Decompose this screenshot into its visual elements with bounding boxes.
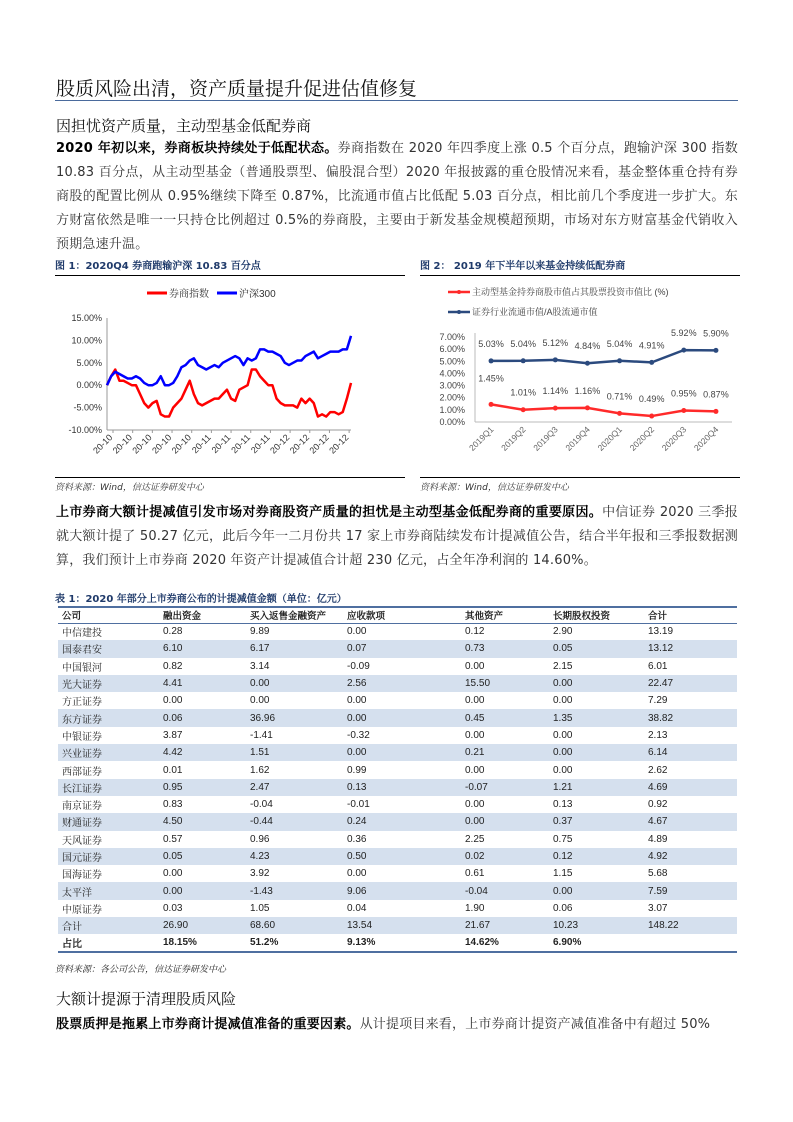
table-row [58, 882, 737, 899]
x-tick-label: 20-11 [229, 432, 253, 456]
x-tick-label: 20-11 [248, 432, 272, 456]
table-cell: -0.07 [465, 779, 553, 796]
table-cell: 中国银河 [62, 662, 102, 674]
table-cell: 0.82 [163, 660, 183, 672]
table-cell: 0.36 [347, 833, 367, 845]
x-tick-label: 20-12 [287, 432, 312, 456]
table-cell: 6.14 [648, 744, 737, 761]
x-tick-label: 2020Q1 [595, 424, 624, 453]
table-cell: 9.06 [347, 882, 465, 899]
table-cell: 3.07 [648, 902, 668, 914]
series-line-券商指数 [107, 370, 351, 417]
table-cell: -0.32 [347, 729, 370, 741]
legend-label: 券商指数 [169, 289, 209, 300]
x-tick-label: 20-12 [268, 432, 292, 456]
table-cell: 1.21 [553, 779, 648, 796]
table-cell: 0.50 [347, 848, 465, 865]
y-tick-label: 4.00% [439, 368, 465, 379]
table-cell: 0.61 [465, 868, 485, 880]
table-cell: 4.69 [648, 779, 737, 796]
y-tick-label: 5.00% [439, 356, 465, 367]
table-cell: 7.29 [648, 695, 668, 707]
figure-1-source: 资料来源：Wind，信达证券研发中心 [55, 477, 405, 493]
table-cell: 4.67 [648, 813, 737, 830]
data-label: 1.01% [510, 387, 536, 398]
data-point [489, 358, 494, 363]
paragraph-lead: 上市券商大额计提减值引发市场对券商股资产质量的担忧是主动型基金低配券商的重要原因。 [56, 505, 603, 520]
table-row [58, 796, 737, 813]
table-cell: 长江证券 [58, 779, 163, 796]
legend-marker [457, 290, 461, 294]
data-label: 4.84% [574, 341, 601, 352]
x-tick-label: 20-11 [209, 432, 233, 456]
table-row [58, 727, 737, 744]
data-point [617, 358, 622, 363]
table-cell: 0.06 [553, 902, 573, 914]
table-cell: 南京证券 [62, 801, 102, 813]
table-cell: 国海证券 [62, 870, 102, 882]
table-cell: 0.37 [553, 813, 648, 830]
data-point [553, 406, 558, 411]
table-cell: 0.13 [347, 779, 465, 796]
column-header: 融出资金 [163, 607, 250, 623]
table-cell: 0.00 [553, 729, 573, 741]
heading-divider [55, 100, 738, 101]
table-cell: 18.15% [163, 936, 197, 948]
y-tick-label: 0.00% [439, 417, 465, 427]
table-cell: -0.09 [347, 660, 370, 672]
y-tick-label: 10.00% [71, 335, 102, 346]
table-cell: 0.00 [553, 764, 573, 776]
table-cell: 68.60 [250, 917, 347, 934]
chart-2 [420, 275, 740, 480]
legend-label: 证券行业流通市值/A股流通市值 [472, 307, 598, 317]
table-cell: 0.99 [347, 764, 367, 776]
table-cell: 中信建投 [62, 628, 102, 640]
table-row [58, 744, 737, 761]
table-cell: -0.04 [465, 882, 553, 899]
data-label: 0.87% [703, 389, 729, 400]
data-label: 1.45% [478, 373, 504, 384]
table-cell: 0.00 [553, 744, 648, 761]
table-cell: 兴业证券 [58, 744, 163, 761]
table-cell: 1.51 [250, 744, 347, 761]
table-cell: 光大证券 [58, 675, 163, 692]
series-line-沪深300 [107, 336, 351, 385]
x-tick-label: 20-10 [150, 432, 174, 456]
table-cell: 0.24 [347, 813, 465, 830]
table-cell: 国元证券 [58, 848, 163, 865]
x-tick-label: 2019Q4 [563, 424, 592, 453]
paragraph-lead: 股票质押是拖累上市券商计提减值准备的重要因素。 [56, 1017, 360, 1032]
table-cell: 2.90 [553, 626, 573, 638]
table-cell: -0.01 [347, 799, 370, 811]
table-cell: 方正证券 [62, 697, 102, 709]
table-cell: 占比 [62, 938, 82, 950]
table-cell: 13.12 [648, 640, 737, 657]
data-label: 0.95% [671, 388, 697, 399]
data-point [713, 409, 718, 414]
data-label: 5.04% [510, 338, 536, 349]
table-cell: 1.62 [250, 764, 270, 776]
table-cell [648, 934, 737, 951]
x-tick-label: 20-10 [91, 432, 115, 456]
table-cell: 0.00 [163, 868, 183, 880]
figure-1-title: 图 1：2020Q4 券商跑输沪深 10.83 百分点 [55, 257, 405, 276]
table-cell: 0.01 [163, 764, 183, 776]
table-row [58, 917, 737, 934]
data-label: 4.91% [638, 340, 665, 351]
data-point [521, 358, 526, 363]
table-cell: 0.00 [465, 799, 485, 811]
table-cell: 21.67 [465, 917, 553, 934]
x-tick-label: 20-12 [327, 432, 351, 456]
subsection-heading: 大额计提源于清理股质风险 [56, 990, 237, 1008]
table-cell: 10.23 [553, 917, 648, 934]
paragraph-lead: 2020 年初以来，券商板块持续处于低配状态。 [56, 141, 338, 156]
data-point [681, 408, 686, 413]
data-point [649, 360, 654, 365]
paragraph-2 [56, 501, 738, 573]
table-cell: 0.00 [347, 626, 367, 638]
table-cell: 东方证券 [58, 709, 163, 726]
data-label: 5.92% [671, 328, 697, 339]
y-tick-label: -5.00% [73, 402, 102, 413]
x-tick-label: 2020Q2 [627, 424, 657, 453]
data-label: 0.49% [638, 394, 665, 405]
table-cell: 6.17 [250, 640, 347, 657]
legend-marker [457, 310, 461, 314]
table-cell: 7.59 [648, 882, 737, 899]
paragraph-body: 从计提项目来看，上市券商计提资产减值准备中有超过 50% [359, 1017, 711, 1032]
table-cell: 26.90 [163, 917, 250, 934]
data-point [585, 405, 590, 410]
table-cell: 中原证券 [62, 904, 102, 916]
table-cell: 0.05 [163, 848, 250, 865]
table-cell: 2.15 [553, 660, 573, 672]
y-tick-label: 6.00% [439, 344, 465, 355]
table-cell: 0.05 [553, 640, 648, 657]
x-tick-label: 20-10 [169, 432, 194, 456]
table-cell: 0.00 [465, 729, 485, 741]
table-cell: 太平洋 [58, 882, 163, 899]
table-cell: 0.13 [553, 799, 573, 811]
data-point [553, 357, 558, 362]
table-cell: 0.83 [163, 799, 183, 811]
x-tick-label: 2020Q4 [691, 424, 721, 453]
figure-2-source: 资料来源：Wind，信达证券研发中心 [420, 477, 740, 493]
data-label: 1.14% [542, 386, 569, 397]
table-cell: 2.25 [465, 833, 485, 845]
table-cell: 1.90 [465, 902, 485, 914]
table-cell: 2.62 [648, 764, 668, 776]
paragraph-body: 中信证券 2020 三季报就大额计提了 50.27 亿元，此后今年一二月份共 17 家上市券商陆续发布计提减值公告，结合半年报和三季报数据测算，我们预计上市券商 2020 年资产计提减值合计超 230 亿元，占全年净利润的 14.60%。 [56, 505, 738, 568]
y-tick-label: -10.00% [68, 425, 102, 435]
table-cell: 0.00 [465, 660, 485, 672]
table-row [58, 640, 737, 657]
table-cell: 0.03 [163, 902, 183, 914]
x-tick-label: 2019Q3 [531, 424, 560, 453]
table-cell: -1.43 [250, 882, 347, 899]
ratio-row [58, 934, 737, 951]
legend-label: 沪深300 [239, 289, 276, 300]
table-row [58, 658, 737, 675]
table-cell: 0.00 [347, 868, 367, 880]
paragraph-3 [56, 1013, 738, 1037]
table-row [58, 623, 737, 640]
x-tick-label: 2020Q3 [659, 424, 689, 453]
figure-2-title: 图 2： 2019 年下半年以来基金持续低配券商 [420, 257, 740, 276]
table-row [58, 779, 737, 796]
table-cell: 4.92 [648, 848, 737, 865]
data-label: 5.90% [703, 328, 729, 339]
table-cell: 0.00 [250, 675, 347, 692]
table-cell: 0.28 [163, 626, 183, 638]
table-cell: 合计 [58, 917, 163, 934]
impairment-table [58, 606, 737, 953]
table-row [58, 865, 737, 882]
table-cell: 0.07 [347, 640, 465, 657]
table-cell: 0.73 [465, 640, 553, 657]
column-header: 其他资产 [465, 607, 553, 623]
table-cell: 51.2% [250, 936, 279, 948]
table-source: 资料来源：各公司公告，信达证券研发中心 [55, 965, 227, 975]
table-cell: 3.92 [250, 868, 270, 880]
column-header: 长期股权投资 [553, 607, 648, 623]
table-cell: 0.00 [553, 882, 648, 899]
y-tick-label: 15.00% [71, 313, 102, 323]
table-cell: 36.96 [250, 709, 347, 726]
column-header: 应收款项 [347, 607, 465, 623]
table-row [58, 831, 737, 848]
y-tick-label: 1.00% [439, 404, 465, 415]
table-cell: -0.04 [250, 799, 273, 811]
section-heading: 股质风险出清，资产质量提升促进估值修复 [56, 78, 418, 100]
table-cell: 13.54 [347, 917, 465, 934]
data-point [713, 348, 718, 353]
table-cell: 中银证券 [62, 731, 102, 743]
x-tick-label: 20-10 [110, 432, 135, 456]
table-row [58, 813, 737, 830]
table-cell: 1.35 [553, 709, 648, 726]
table-cell: 1.05 [250, 902, 270, 914]
data-point [681, 348, 686, 353]
table-cell: 1.15 [553, 868, 573, 880]
data-label: 5.03% [478, 338, 504, 349]
table-cell: 4.41 [163, 675, 250, 692]
table-cell: 14.62% [465, 936, 499, 948]
table-cell: 0.06 [163, 709, 250, 726]
x-tick-label: 20-12 [307, 432, 331, 456]
table-cell: 0.75 [553, 833, 573, 845]
data-point [585, 361, 590, 366]
column-header: 合计 [648, 607, 737, 623]
data-point [489, 402, 494, 407]
table-cell: -0.44 [250, 813, 347, 830]
data-label: 1.16% [574, 385, 601, 396]
table-cell: 0.21 [465, 744, 553, 761]
table-cell: 国泰君安 [58, 640, 163, 657]
table-row [58, 848, 737, 865]
table-cell: 0.00 [347, 695, 367, 707]
table-cell: 西部证券 [62, 766, 102, 778]
data-label: 5.12% [542, 337, 569, 348]
table-cell: 9.13% [347, 936, 376, 948]
table-cell: 0.00 [465, 813, 553, 830]
y-tick-label: 0.00% [76, 380, 102, 391]
table-cell: 0.92 [648, 799, 668, 811]
table-cell: 2.47 [250, 779, 347, 796]
table-cell: 0.00 [553, 695, 573, 707]
table-cell: 0.00 [250, 695, 270, 707]
table-cell: 6.90% [553, 936, 582, 948]
x-tick-label: 20-11 [189, 432, 213, 456]
data-point [521, 407, 526, 412]
table-cell: 天风证券 [62, 835, 102, 847]
table-cell: 38.82 [648, 709, 737, 726]
table-cell: 6.01 [648, 660, 668, 672]
table-cell: 财通证券 [58, 813, 163, 830]
table-cell: 6.10 [163, 640, 250, 657]
column-header: 买入返售金融资产 [250, 607, 347, 623]
table-cell: 0.00 [163, 695, 183, 707]
table-cell: 0.57 [163, 833, 183, 845]
table-cell: 3.14 [250, 660, 270, 672]
x-tick-label: 20-10 [130, 432, 154, 456]
data-label: 0.71% [606, 391, 633, 402]
table-row [58, 709, 737, 726]
data-point [617, 411, 622, 416]
table-cell: 0.95 [163, 779, 250, 796]
table-cell: 0.96 [250, 833, 270, 845]
table-cell: 0.04 [347, 902, 367, 914]
data-point [649, 414, 654, 419]
paragraph-1 [56, 137, 738, 257]
table-cell: -1.41 [250, 729, 273, 741]
table-cell: 0.00 [347, 709, 465, 726]
table-cell: 0.00 [465, 764, 485, 776]
table-cell: 13.19 [648, 626, 674, 638]
table-cell: 148.22 [648, 917, 737, 934]
table-cell: 2.56 [347, 675, 465, 692]
table-cell: 15.50 [465, 675, 553, 692]
table-cell: 0.45 [465, 709, 553, 726]
table-cell: 0.00 [553, 675, 648, 692]
y-tick-label: 3.00% [439, 380, 465, 391]
table-cell: 4.50 [163, 813, 250, 830]
column-header: 公司 [58, 607, 163, 623]
y-tick-label: 5.00% [76, 357, 102, 368]
x-tick-label: 2019Q2 [499, 424, 528, 453]
table-row [58, 675, 737, 692]
data-label: 5.04% [606, 338, 633, 349]
legend-label: 主动型基金持券商股市值占其股票投资市值比 (%) [472, 287, 669, 297]
x-tick-label: 2019Q1 [467, 424, 496, 453]
y-tick-label: 7.00% [439, 332, 465, 342]
subsection-heading: 因担忧资产质量，主动型基金低配券商 [56, 117, 312, 135]
table-cell: 3.87 [163, 729, 183, 741]
table-cell: 9.89 [250, 626, 270, 638]
table-cell: 2.13 [648, 729, 668, 741]
table-cell: 0.00 [347, 744, 465, 761]
table-cell: 0.12 [465, 626, 485, 638]
table-cell: 22.47 [648, 675, 737, 692]
table-cell: 0.02 [465, 848, 553, 865]
table-cell: 5.68 [648, 868, 668, 880]
table-cell: 0.00 [163, 882, 250, 899]
paragraph-body: 券商指数在 2020 年四季度上涨 0.5 个百分点，跑输沪深 300 指数 10.83 百分点，从主动型基金（普通股票型、偏股混合型）2020 年报披露的重仓股情况来看，基金整体重仓持有券商股的配置比例从 0.95%继续下降至 0.87%，比流通市值占比低配 5.03 百分点，相比前几个季度进一步扩大。东方财富依然是唯一一只持仓比例超过 0.5%的券商股，主要由于新发基金规模超预期，市场对东方财富基金代销收入预期急速升温。 [56, 141, 738, 252]
chart-1 [55, 275, 405, 480]
table-cell: 0.00 [465, 695, 485, 707]
table-cell: 4.42 [163, 744, 250, 761]
y-tick-label: 2.00% [439, 392, 465, 403]
table-cell: 4.23 [250, 848, 347, 865]
table-cell: 0.12 [553, 848, 648, 865]
table-cell: 4.89 [648, 833, 668, 845]
table-row [58, 692, 737, 709]
table-title: 表 1：2020 年部分上市券商公布的计提减值金额（单位：亿元） [55, 594, 347, 605]
table-row [58, 900, 737, 917]
table-row [58, 761, 737, 778]
